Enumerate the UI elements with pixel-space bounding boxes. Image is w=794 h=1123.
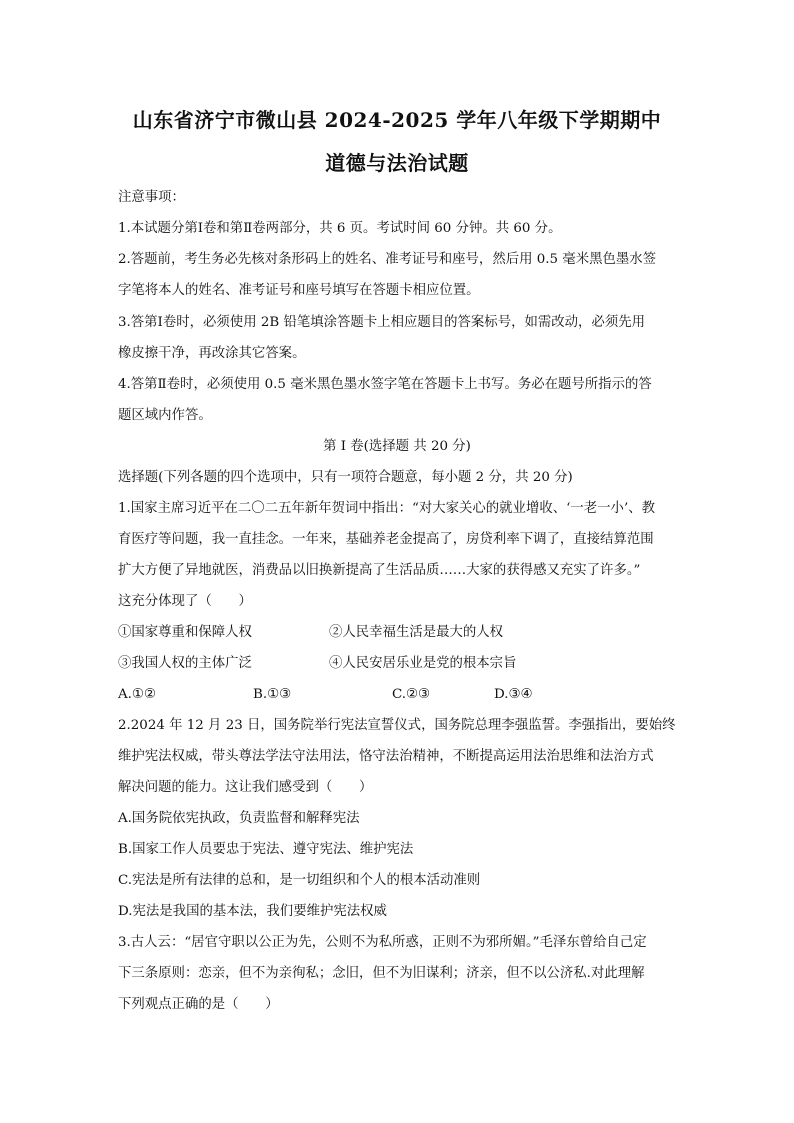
question-2-line-3: 解决问题的能力。这让我们感受到（ ） bbox=[118, 780, 373, 795]
notice-item-4-line-1: 4.答第Ⅱ卷时，必须使用 0.5 毫米黑色墨水签字笔在答题卡上书写。务必在题号所指示的答 bbox=[118, 377, 652, 392]
choice-a: A.①② bbox=[118, 687, 156, 702]
statement-3: ③我国人权的主体广泛 bbox=[118, 656, 252, 671]
question-3-line-2: 下三条原则：恋亲，但不为亲徇私；念旧，但不为旧谋利；济亲，但不以公济私.对此理解 bbox=[118, 966, 645, 981]
exam-title: 山东省济宁市微山县 2024-2025 学年八年级下学期期中 bbox=[132, 108, 662, 132]
question-2-line-1: 2.2024 年 12 月 23 日，国务院举行宪法宣誓仪式，国务院总理李强监誓。李强指出，要始终 bbox=[118, 718, 676, 733]
question-2-choice-a: A.国务院依宪执政，负责监督和解释宪法 bbox=[118, 811, 360, 826]
statement-2: ②人民幸福生活是最大的人权 bbox=[329, 625, 504, 640]
notice-item-1: 1.本试题分第Ⅰ卷和第Ⅱ卷两部分，共 6 页。考试时间 60 分钟。共 60 分。 bbox=[118, 221, 562, 236]
question-1-line-4: 这充分体现了（ ） bbox=[118, 594, 252, 609]
notice-item-3-line-1: 3.答第Ⅰ卷时，必须使用 2B 铅笔填涂答题卡上相应题目的答案标号，如需改动，必须先用 bbox=[118, 315, 645, 330]
section-heading: 第 I 卷(选择题 共 20 分) bbox=[323, 439, 471, 454]
statement-1: ①国家尊重和保障人权 bbox=[118, 625, 252, 640]
question-2-choice-c: C.宪法是所有法律的总和，是一切组织和个人的根本活动准则 bbox=[118, 873, 481, 888]
question-2-line-2: 维护宪法权威，带头尊法学法守法用法，恪守法治精神，不断提高运用法治思维和法治方式 bbox=[118, 749, 654, 764]
notice-heading: 注意事项： bbox=[118, 190, 185, 205]
question-3-line-1: 3.古人云：“居官守职以公正为先，公则不为私所惑，正则不为邪所媚。”毛泽东曾给自己定 bbox=[118, 935, 647, 950]
notice-item-3-line-2: 橡皮擦干净，再改涂其它答案。 bbox=[118, 346, 306, 361]
notice-item-2-line-1: 2.答题前，考生务必先核对条形码上的姓名、准考证号和座号，然后用 0.5 毫米黑色墨水签 bbox=[118, 252, 657, 267]
choice-c: C.②③ bbox=[392, 687, 431, 702]
question-2-choice-b: B.国家工作人员要忠于宪法、遵守宪法、维护宪法 bbox=[118, 842, 414, 857]
statement-4: ④人民安居乐业是党的根本宗旨 bbox=[329, 656, 517, 671]
exam-subtitle: 道德与法治试题 bbox=[325, 151, 469, 175]
question-1-line-3: 扩大方便了异地就医，消费品以旧换新提高了生活品质……大家的获得感又充实了许多。” bbox=[118, 563, 641, 578]
notice-item-4-line-2: 题区域内作答。 bbox=[118, 408, 212, 423]
question-3-line-3: 下列观点正确的是（ ） bbox=[118, 997, 279, 1012]
question-1-line-2: 育医疗等问题，我一直挂念。一年来，基础养老金提高了，房贷利率下调了，直接结算范围 bbox=[118, 532, 654, 547]
notice-item-2-line-2: 字笔将本人的姓名、准考证号和座号填写在答题卡相应位置。 bbox=[118, 283, 480, 298]
choice-b: B.①③ bbox=[253, 687, 292, 702]
question-2-choice-d: D.宪法是我国的基本法，我们要维护宪法权威 bbox=[118, 904, 387, 919]
choice-d: D.③④ bbox=[494, 687, 533, 702]
section-instruction: 选择题(下列各题的四个选项中，只有一项符合题意，每小题 2 分，共 20 分) bbox=[118, 470, 573, 485]
question-1-line-1: 1.国家主席习近平在二〇二五年新年贺词中指出：“对大家关心的就业增收、‘一老一小’、教 bbox=[118, 501, 655, 516]
